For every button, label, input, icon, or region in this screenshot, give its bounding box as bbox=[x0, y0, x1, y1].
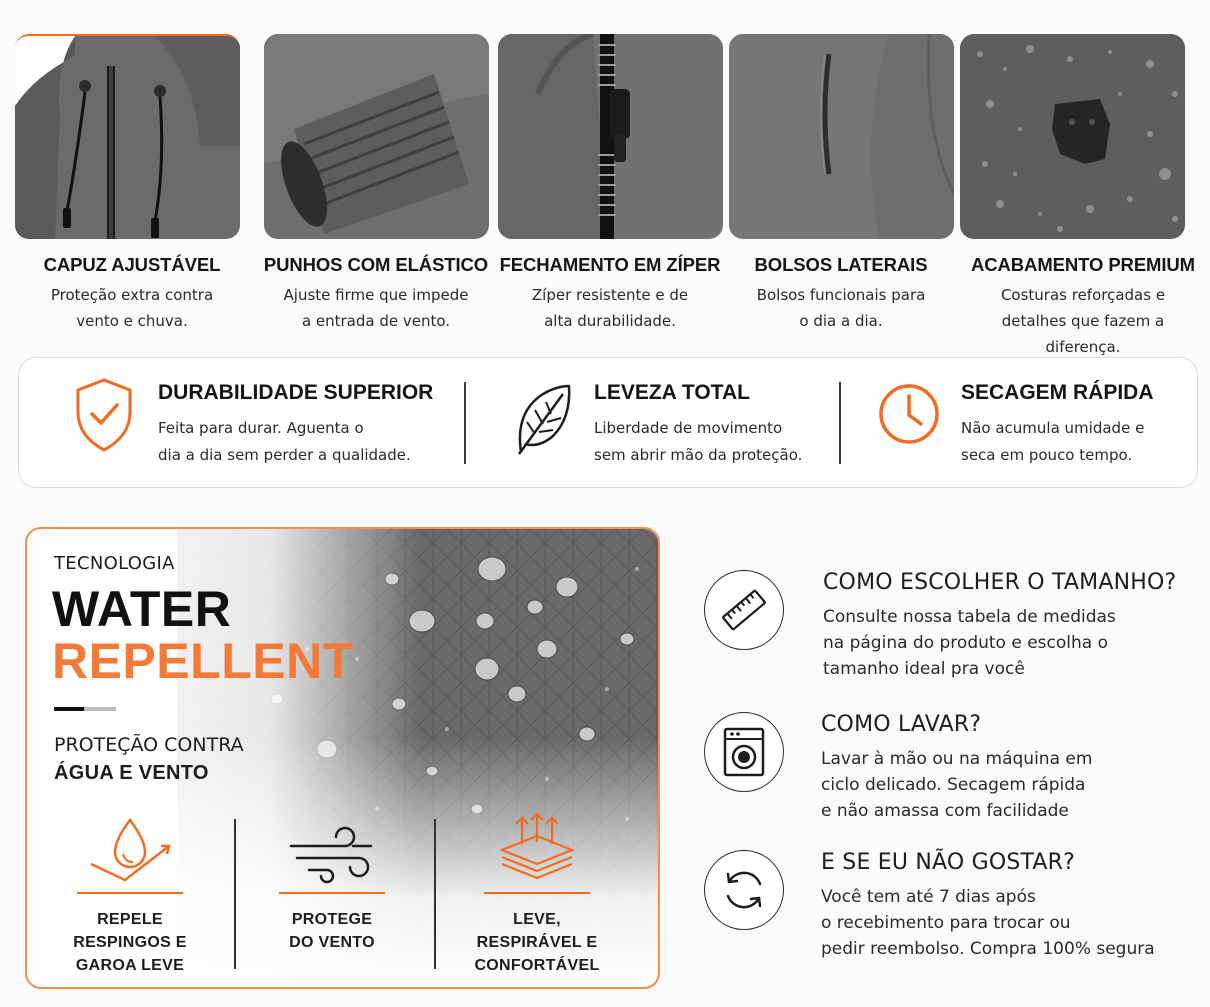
divider bbox=[839, 382, 841, 464]
benefit-description: Não acumula umidade e seca em pouco tempo. bbox=[961, 419, 1145, 464]
feature-finish bbox=[962, 254, 1204, 360]
faq-question: E SE EU NÃO GOSTAR? bbox=[821, 850, 1076, 875]
protection-line: PROTEÇÃO CONTRA bbox=[54, 734, 244, 756]
tech-item-label: PROTEGE DO VENTO bbox=[289, 911, 375, 951]
feature-title: PUNHOS COM ELÁSTICO bbox=[263, 254, 489, 275]
faq-return bbox=[704, 850, 1184, 970]
exchange-arrows-icon bbox=[704, 850, 784, 930]
feature-description: Zíper resistente e de alta durabilidade. bbox=[531, 286, 689, 330]
ruler-icon bbox=[704, 570, 784, 650]
tech-kicker: TECNOLOGIA bbox=[54, 553, 175, 574]
feature-cuffs bbox=[258, 254, 494, 334]
feature-pockets bbox=[723, 254, 959, 334]
item-underline bbox=[484, 892, 590, 894]
faq-answer: Você tem até 7 dias após o recebimento para trocar ou pedir reembolso. Compra 100% segura bbox=[821, 887, 1155, 959]
faq-question: COMO LAVAR? bbox=[821, 712, 982, 737]
water-drop-icon bbox=[55, 814, 205, 884]
benefits-bar bbox=[18, 357, 1198, 488]
leaf-icon bbox=[513, 382, 573, 460]
feature-image-row bbox=[15, 34, 1197, 239]
shield-check-icon bbox=[73, 376, 135, 458]
wind-icon bbox=[257, 814, 407, 884]
benefit-durability bbox=[19, 358, 459, 489]
faq-size bbox=[704, 570, 1184, 680]
water-repellent-card bbox=[25, 527, 660, 989]
benefit-title: LEVEZA TOTAL bbox=[594, 381, 750, 404]
faq-wash bbox=[704, 712, 1184, 822]
feature-zipper bbox=[492, 254, 728, 334]
divider bbox=[464, 382, 466, 464]
benefit-title: SECAGEM RÁPIDA bbox=[961, 381, 1154, 404]
faq-answer: Lavar à mão ou na máquina em ciclo delicado. Secagem rápida e não amassa com facilidade bbox=[821, 749, 1093, 821]
protection-line-bold: ÁGUA E VENTO bbox=[54, 762, 209, 784]
feature-title: BOLSOS LATERAIS bbox=[754, 254, 928, 275]
benefit-title: DURABILIDADE SUPERIOR bbox=[158, 381, 434, 404]
zipper-photo bbox=[498, 34, 723, 239]
tech-headline-water: WATER bbox=[52, 581, 232, 637]
benefit-quick-dry bbox=[869, 358, 1189, 489]
benefit-lightness bbox=[489, 358, 839, 489]
tech-item-water bbox=[55, 814, 205, 977]
faq-answer: Consulte nossa tabela de medidas na página do produto e escolha o tamanho ideal pra você bbox=[823, 607, 1116, 679]
feature-hood bbox=[14, 254, 250, 334]
washing-machine-icon bbox=[704, 712, 784, 792]
divider bbox=[434, 819, 436, 969]
tech-item-label: LEVE, RESPIRÁVEL E CONFORTÁVEL bbox=[474, 911, 600, 974]
feature-description: Bolsos funcionais para o dia a dia. bbox=[756, 286, 926, 330]
feature-title: ACABAMENTO PREMIUM bbox=[971, 254, 1195, 275]
faq-question: COMO ESCOLHER O TAMANHO? bbox=[823, 570, 1177, 595]
feature-title: CAPUZ AJUSTÁVEL bbox=[43, 254, 221, 275]
tech-item-label: REPELE RESPINGOS E GAROA LEVE bbox=[73, 911, 187, 974]
hood-photo bbox=[15, 34, 240, 239]
tech-headline-repellent: REPELLENT bbox=[52, 633, 354, 689]
accent-bar bbox=[54, 707, 84, 711]
cuff-photo bbox=[264, 34, 489, 239]
logo-patch-photo bbox=[960, 34, 1185, 239]
feature-description: Costuras reforçadas e detalhes que fazem a diferença. bbox=[1000, 286, 1166, 356]
accent-bar-light bbox=[84, 707, 116, 711]
clock-icon bbox=[877, 382, 941, 450]
pocket-photo bbox=[729, 34, 954, 239]
item-underline bbox=[77, 892, 183, 894]
tech-item-breathable bbox=[462, 814, 612, 977]
feature-description: Proteção extra contra vento e chuva. bbox=[50, 286, 214, 330]
item-underline bbox=[279, 892, 385, 894]
tech-item-wind bbox=[257, 814, 407, 954]
divider bbox=[234, 819, 236, 969]
benefit-description: Liberdade de movimento sem abrir mão da proteção. bbox=[594, 419, 803, 464]
benefit-description: Feita para durar. Aguenta o dia a dia sem perder a qualidade. bbox=[158, 419, 411, 464]
breathable-layers-icon bbox=[462, 814, 612, 884]
feature-description: Ajuste firme que impede a entrada de vento. bbox=[283, 286, 469, 330]
feature-title: FECHAMENTO EM ZÍPER bbox=[499, 254, 721, 275]
